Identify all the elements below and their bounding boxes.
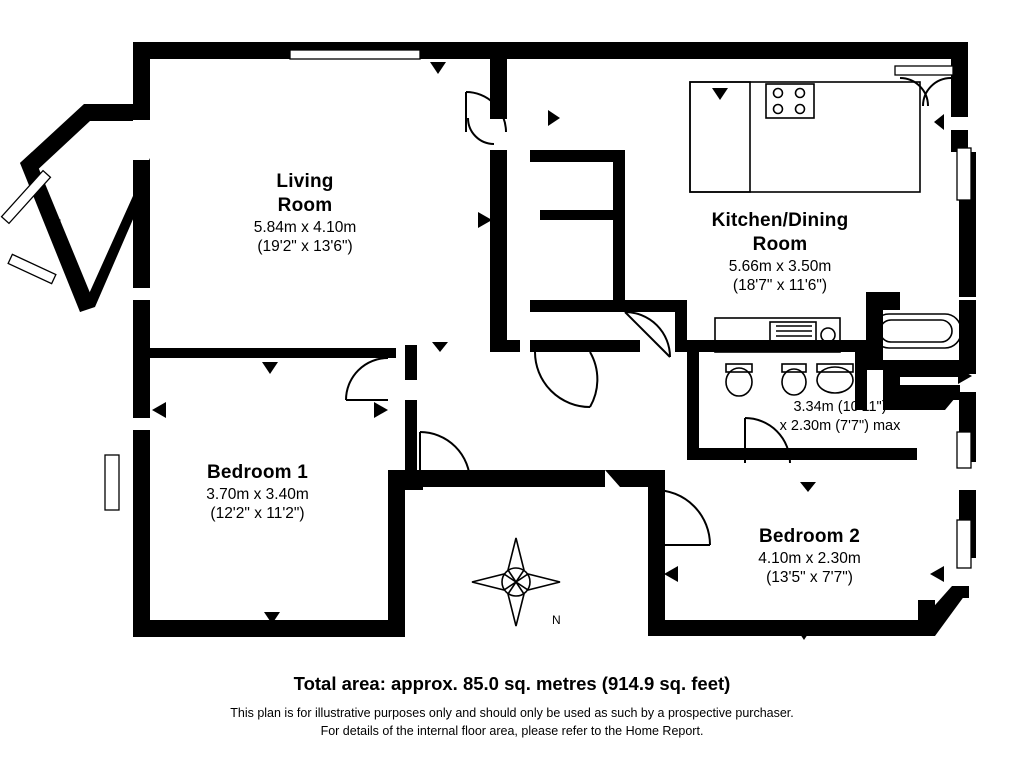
- room-dim-imperial-bedroom-2: (13'5" x 7'7"): [766, 569, 853, 587]
- room-name-bedroom-2: Bedroom 2: [758, 526, 861, 547]
- wall-right-5: [959, 392, 976, 432]
- wall-hall-bedroom1-upper: [405, 345, 417, 380]
- disclaimer-line-1: This plan is for illustrative purposes only and should only be used as such by a prospective purchaser.: [230, 706, 794, 720]
- room-dim-kitchen-dining-room: 5.66m x 3.50m: [728, 257, 832, 275]
- wall-bedroom2-left: [648, 470, 665, 636]
- disclaimer-block: [0, 704, 1024, 740]
- wall-bottom-bedroom2: [648, 620, 935, 636]
- bathroom-dim-line1: 3.34m (10'11"): [793, 399, 887, 415]
- window-living-top: [290, 50, 420, 59]
- window-bedroom1-left: [105, 455, 119, 510]
- room-dim-living-room: 5.84m x 4.10m: [253, 218, 357, 236]
- wall-right-bedroom1: [388, 470, 405, 620]
- room-name-living-room: Living Room: [276, 171, 334, 216]
- wall-hall-stub: [395, 480, 423, 490]
- room-dim-bedroom-1: 3.70m x 3.40m: [206, 485, 309, 503]
- room-dim-imperial-kitchen-dining-room: (18'7" x 11'6"): [732, 276, 828, 294]
- wall-left-mid: [133, 300, 150, 418]
- wall-kitchen-left: [675, 300, 687, 352]
- wall-hall-top: [530, 340, 640, 352]
- wall-right-top: [951, 42, 968, 117]
- wall-cupboard-bottom: [530, 300, 625, 312]
- wall-bath-left: [687, 350, 699, 460]
- window-kitchen-top: [895, 66, 953, 75]
- window-bedroom2-right: [957, 520, 971, 568]
- wall-hall-left: [490, 150, 507, 350]
- room-dim-imperial-bedroom-1: (12'2" x 11'2"): [210, 505, 305, 523]
- room-name-bedroom-1: Bedroom 1: [206, 462, 309, 483]
- wall-living-bedroom1: [150, 348, 396, 358]
- wall-bottom-bedroom1: [133, 620, 405, 637]
- wall-cupboard-top: [530, 150, 625, 162]
- room-dim-imperial-living-room: (19'2" x 13'6"): [257, 237, 353, 255]
- wall-bath-bottom: [687, 448, 917, 460]
- compass-label: N: [552, 613, 561, 627]
- window-kitchen-right: [957, 148, 971, 200]
- wall-left-living: [133, 160, 150, 288]
- wall-cupboard-divider: [540, 210, 625, 220]
- wall-left-upper: [133, 42, 150, 120]
- room-dim-bedroom-2: 4.10m x 2.30m: [758, 549, 861, 567]
- room-label-bathroom: [720, 398, 960, 436]
- total-area-text: [0, 673, 1024, 695]
- wall-hall-lower: [490, 470, 605, 482]
- wall-right-9: [952, 586, 969, 598]
- window-bath-right: [957, 432, 971, 468]
- room-name-kitchen-dining-room: Kitchen/Dining Room: [711, 210, 849, 255]
- bathroom-dim-line2: x 2.30m (7'7") max: [779, 417, 901, 434]
- wall-hall-bedroom1: [405, 400, 417, 472]
- wall-hall-left-stub: [490, 340, 520, 352]
- wall-top: [133, 42, 968, 59]
- disclaimer-line-2: For details of the internal floor area, please refer to the Home Report.: [320, 724, 704, 739]
- total-area-label: Total area: approx. 85.0 sq. metres (914.9 sq. feet): [293, 673, 731, 694]
- wall-cupboard-right: [613, 150, 625, 310]
